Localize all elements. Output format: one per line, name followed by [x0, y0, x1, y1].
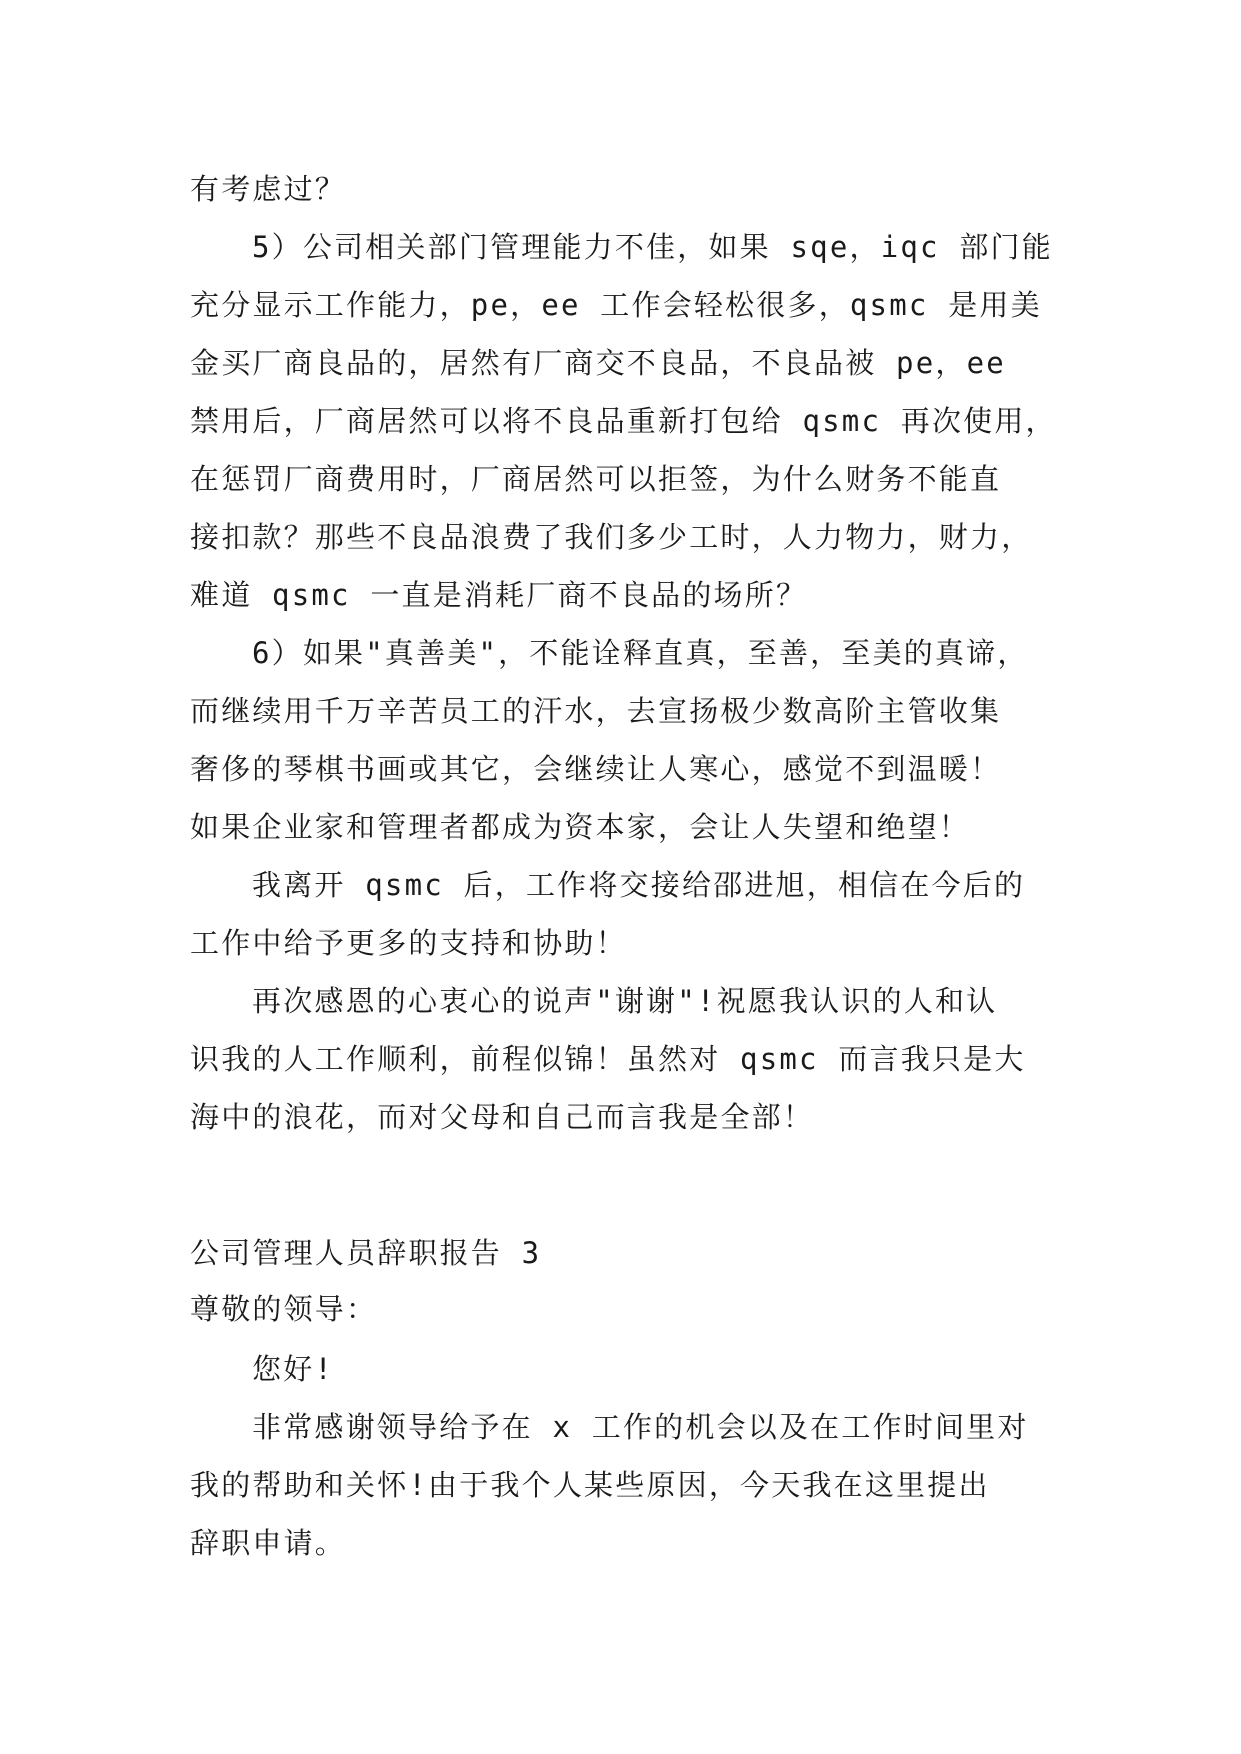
paragraph-point-5 — [190, 218, 1060, 624]
text-line: 我离开 qsmc 后，工作将交接给邵进旭，相信在今后的 — [252, 868, 1026, 902]
paragraph-handover — [190, 856, 1060, 972]
text-line: 识我的人工作顺利，前程似锦！虽然对 qsmc 而言我只是大 — [190, 1042, 1026, 1076]
text-line: 非常感谢领导给予在 x 工作的机会以及在工作时间里对 — [252, 1410, 1029, 1444]
paragraph-resignation — [190, 1398, 1060, 1572]
text-line: 有考虑过？ — [190, 172, 347, 206]
text-line: 5）公司相关部门管理能力不佳，如果 sqe，iqc 部门能 — [252, 230, 1053, 264]
paragraph-point-6 — [190, 624, 1060, 856]
paragraph-thanks — [190, 972, 1060, 1146]
text-line: 接扣款？那些不良品浪费了我们多少工时，人力物力，财力， — [190, 520, 1033, 554]
section-title: 公司管理人员辞职报告 3 — [190, 1236, 542, 1270]
text-line: 再次感恩的心衷心的说声"谢谢"!祝愿我认识的人和认 — [252, 984, 998, 1018]
text-line: 工作中给予更多的支持和协助！ — [190, 926, 627, 960]
section-spacer — [190, 1146, 1060, 1228]
text-line: 金买厂商良品的，居然有厂商交不良品，不良品被 pe，ee — [190, 346, 1006, 380]
text-line: 如果企业家和管理者都成为资本家，会让人失望和绝望！ — [190, 810, 971, 844]
text-line: 难道 qsmc 一直是消耗厂商不良品的场所？ — [190, 578, 808, 612]
document-body — [190, 160, 1060, 1572]
text-line: 6）如果"真善美"，不能诠释直真，至善，至美的真谛， — [252, 636, 1029, 670]
text-line: 充分显示工作能力，pe，ee 工作会轻松很多，qsmc 是用美 — [190, 288, 1042, 322]
text-line: 在惩罚厂商费用时，厂商居然可以拒签，为什么财务不能直 — [190, 462, 1002, 496]
text-line: 海中的浪花，而对父母和自己而言我是全部！ — [190, 1100, 815, 1134]
text-line: 禁用后，厂商居然可以将不良品重新打包给 qsmc 再次使用， — [190, 404, 1057, 438]
paragraph-continuation — [190, 160, 1060, 218]
greeting: 您好! — [252, 1352, 335, 1386]
text-line: 我的帮助和关怀!由于我个人某些原因，今天我在这里提出 — [190, 1468, 990, 1502]
salutation: 尊敬的领导： — [190, 1292, 378, 1326]
text-line: 而继续用千万辛苦员工的汗水，去宣扬极少数高阶主管收集 — [190, 694, 1002, 728]
text-line: 奢侈的琴棋书画或其它，会继续让人寒心，感觉不到温暖！ — [190, 752, 1002, 786]
text-line: 辞职申请。 — [190, 1526, 347, 1560]
